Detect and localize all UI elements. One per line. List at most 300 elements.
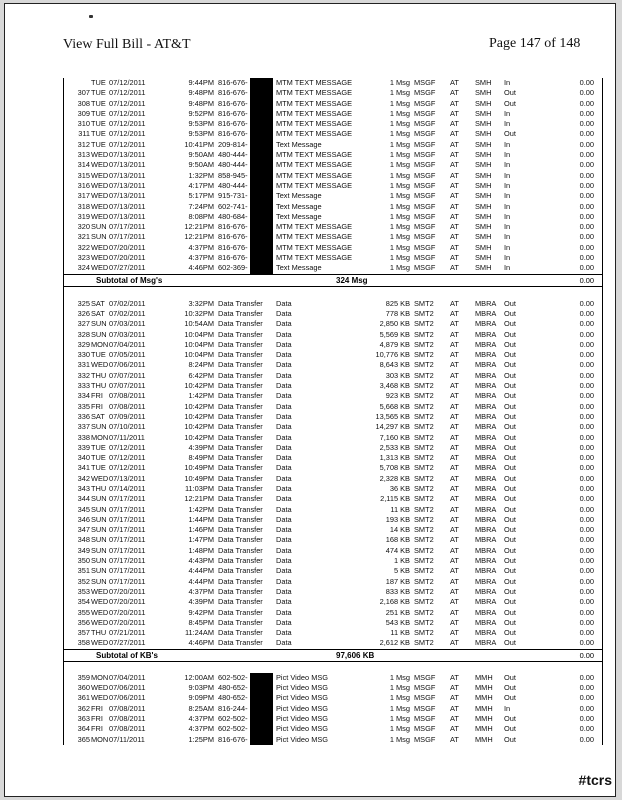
row-usage-code: MBRA xyxy=(475,535,497,545)
row-number-called: 816-676- xyxy=(218,119,248,129)
row-day: SUN xyxy=(91,566,107,576)
redaction-bar xyxy=(250,202,273,212)
row-rate-code: SMT2 xyxy=(414,360,434,370)
row-number: 315 xyxy=(77,170,90,180)
row-network: AT xyxy=(450,525,459,535)
row-time: 10:49PM xyxy=(184,473,214,483)
row-date: 07/17/2011 xyxy=(109,545,146,555)
row-usage-code: MBRA xyxy=(475,308,497,318)
row-feature: MTM TEXT MESSAGE xyxy=(276,78,353,87)
table-row xyxy=(64,360,602,370)
table-row xyxy=(64,222,602,232)
row-usage-code: MMH xyxy=(475,672,493,682)
row-number: 357 xyxy=(77,628,90,638)
row-feature: Pict Video MSG xyxy=(276,683,329,693)
row-direction: Out xyxy=(504,545,516,555)
row-date: 07/20/2011 xyxy=(109,607,146,617)
row-rate-code: SMT2 xyxy=(414,432,434,442)
bill-page xyxy=(4,3,616,797)
redaction-bar xyxy=(250,724,273,734)
table-row xyxy=(64,628,602,638)
row-direction: In xyxy=(504,160,511,170)
row-time: 12:21PM xyxy=(184,494,214,504)
row-quantity: 168 KB xyxy=(385,535,410,545)
row-day: WED xyxy=(91,263,109,273)
row-rate-code: SMT2 xyxy=(414,391,434,401)
redaction-bar xyxy=(250,693,273,703)
row-network: AT xyxy=(450,514,459,524)
row-date: 07/13/2011 xyxy=(109,170,146,180)
row-day: WED xyxy=(91,638,109,648)
row-date: 07/20/2011 xyxy=(109,253,146,263)
row-day: SUN xyxy=(91,232,107,242)
row-amount: 0.00 xyxy=(579,201,594,211)
row-quantity: 1 Msg xyxy=(389,129,410,139)
row-date: 07/14/2011 xyxy=(109,483,146,493)
row-network: AT xyxy=(450,319,459,329)
row-rate-code: SMT2 xyxy=(414,628,434,638)
row-type: Data Transfer xyxy=(218,308,263,318)
row-rate-code: MSGF xyxy=(414,201,436,211)
row-date: 07/17/2011 xyxy=(109,576,146,586)
row-type: Data Transfer xyxy=(218,566,263,576)
row-direction: In xyxy=(504,191,511,201)
row-rate-code: MSGF xyxy=(414,672,436,682)
row-feature: MTM TEXT MESSAGE xyxy=(276,242,353,252)
row-day: WED xyxy=(91,160,109,170)
row-number-called: 816-676- xyxy=(218,222,248,232)
row-number-called: 602-502- xyxy=(218,724,248,734)
table-row xyxy=(64,704,602,714)
row-direction: Out xyxy=(504,360,516,370)
row-date: 07/09/2011 xyxy=(109,411,146,421)
row-rate-code: SMT2 xyxy=(414,514,434,524)
row-network: AT xyxy=(450,381,459,391)
row-network: AT xyxy=(450,370,459,380)
table-row xyxy=(64,618,602,628)
row-amount: 0.00 xyxy=(579,191,594,201)
table-row xyxy=(64,515,602,525)
row-direction: In xyxy=(504,263,511,273)
row-date: 07/13/2011 xyxy=(109,191,146,201)
row-usage-code: MBRA xyxy=(475,638,497,648)
row-time: 4:17PM xyxy=(188,180,214,190)
row-description: Data xyxy=(276,360,292,370)
table-row xyxy=(64,299,602,309)
row-time: 11:24AM xyxy=(184,628,214,638)
row-description: Data xyxy=(276,401,292,411)
row-day: SUN xyxy=(91,504,107,514)
row-date: 07/08/2011 xyxy=(109,401,146,411)
row-quantity: 2,168 KB xyxy=(379,597,410,607)
row-date: 07/12/2011 xyxy=(109,453,146,463)
row-network: AT xyxy=(450,180,459,190)
row-quantity: 825 KB xyxy=(385,298,410,308)
row-usage-code: MBRA xyxy=(475,411,497,421)
row-direction: In xyxy=(504,78,511,87)
row-amount: 0.00 xyxy=(579,494,594,504)
row-type: Data Transfer xyxy=(218,638,263,648)
row-number: 356 xyxy=(77,617,90,627)
row-date: 07/11/2011 xyxy=(109,432,145,442)
row-type: Data Transfer xyxy=(218,350,263,360)
table-row xyxy=(64,484,602,494)
row-type: Data Transfer xyxy=(218,504,263,514)
row-quantity: 13,565 KB xyxy=(375,411,410,421)
table-row xyxy=(64,474,602,484)
row-number: 307 xyxy=(77,88,90,98)
row-time: 1:44PM xyxy=(188,514,214,524)
row-network: AT xyxy=(450,586,459,596)
row-time: 4:44PM xyxy=(188,566,214,576)
row-day: THU xyxy=(91,381,107,391)
row-day: FRI xyxy=(91,713,103,723)
row-direction: In xyxy=(504,703,511,713)
page-title: View Full Bill - AT&T xyxy=(63,37,191,52)
row-rate-code: SMT2 xyxy=(414,504,434,514)
row-amount: 0.00 xyxy=(579,607,594,617)
subtotal-msgs-amount: 0.00 xyxy=(579,275,594,285)
row-network: AT xyxy=(450,242,459,252)
row-time: 10:42PM xyxy=(184,432,214,442)
table-row xyxy=(64,78,602,88)
row-rate-code: MSGF xyxy=(414,211,436,221)
row-number: 323 xyxy=(77,253,90,263)
row-date: 07/02/2011 xyxy=(109,308,146,318)
row-time: 1:46PM xyxy=(188,525,214,535)
row-direction: Out xyxy=(504,453,516,463)
row-quantity: 5,708 KB xyxy=(379,463,410,473)
row-network: AT xyxy=(450,473,459,483)
row-type: Data Transfer xyxy=(218,370,263,380)
table-row xyxy=(64,463,602,473)
row-feature: Pict Video MSG xyxy=(276,693,329,703)
row-rate-code: SMT2 xyxy=(414,308,434,318)
row-number-called: 816-676- xyxy=(218,98,248,108)
row-direction: Out xyxy=(504,319,516,329)
row-description: Data xyxy=(276,442,292,452)
row-day: TUE xyxy=(91,453,106,463)
row-amount: 0.00 xyxy=(579,232,594,242)
row-quantity: 14,297 KB xyxy=(375,422,410,432)
table-row xyxy=(64,340,602,350)
row-day: MON xyxy=(91,734,109,744)
row-quantity: 2,533 KB xyxy=(379,442,410,452)
row-amount: 0.00 xyxy=(579,442,594,452)
row-network: AT xyxy=(450,463,459,473)
row-usage-code: SMH xyxy=(475,160,492,170)
row-day: SUN xyxy=(91,319,107,329)
row-direction: In xyxy=(504,201,511,211)
messages-section xyxy=(64,78,602,274)
watermark-tag: #tcrs xyxy=(578,772,612,788)
row-network: AT xyxy=(450,108,459,118)
redaction-bar xyxy=(250,714,273,724)
row-network: AT xyxy=(450,139,459,149)
row-day: TUE xyxy=(91,442,106,452)
table-row xyxy=(64,577,602,587)
row-number-called: 209-814- xyxy=(218,139,248,149)
row-quantity: 1 Msg xyxy=(389,119,410,129)
table-row xyxy=(64,587,602,597)
row-quantity: 187 KB xyxy=(385,576,410,586)
row-number: 364 xyxy=(77,724,90,734)
row-day: SUN xyxy=(91,545,107,555)
row-rate-code: MSGF xyxy=(414,78,436,87)
row-time: 4:44PM xyxy=(188,576,214,586)
row-number: 318 xyxy=(77,201,90,211)
row-type: Data Transfer xyxy=(218,576,263,586)
row-network: AT xyxy=(450,597,459,607)
row-network: AT xyxy=(450,703,459,713)
table-row xyxy=(64,319,602,329)
row-description: Data xyxy=(276,586,292,596)
table-row xyxy=(64,191,602,201)
row-usage-code: MBRA xyxy=(475,463,497,473)
row-network: AT xyxy=(450,453,459,463)
row-number: 342 xyxy=(77,473,90,483)
row-date: 07/17/2011 xyxy=(109,232,146,242)
row-quantity: 3,468 KB xyxy=(379,381,410,391)
row-usage-code: MBRA xyxy=(475,298,497,308)
row-network: AT xyxy=(450,150,459,160)
row-number: 347 xyxy=(77,525,90,535)
row-direction: Out xyxy=(504,329,516,339)
row-day: WED xyxy=(91,693,109,703)
row-amount: 0.00 xyxy=(579,180,594,190)
row-rate-code: SMT2 xyxy=(414,607,434,617)
row-quantity: 1 Msg xyxy=(389,222,410,232)
row-usage-code: SMH xyxy=(475,108,492,118)
row-rate-code: MSGF xyxy=(414,242,436,252)
row-date: 07/13/2011 xyxy=(109,180,146,190)
table-row xyxy=(64,422,602,432)
row-time: 9:44PM xyxy=(188,78,214,87)
row-description: Data xyxy=(276,576,292,586)
row-feature: MTM TEXT MESSAGE xyxy=(276,232,353,242)
row-day: SUN xyxy=(91,494,107,504)
row-direction: In xyxy=(504,253,511,263)
row-quantity: 1 Msg xyxy=(389,693,410,703)
row-usage-code: MBRA xyxy=(475,442,497,452)
row-time: 9:48PM xyxy=(188,98,214,108)
row-quantity: 1 Msg xyxy=(389,672,410,682)
row-date: 07/12/2011 xyxy=(109,78,146,87)
row-amount: 0.00 xyxy=(579,586,594,596)
row-number-called: 816-244- xyxy=(218,703,248,713)
row-type: Data Transfer xyxy=(218,360,263,370)
row-day: WED xyxy=(91,683,109,693)
row-amount: 0.00 xyxy=(579,545,594,555)
row-feature: MTM TEXT MESSAGE xyxy=(276,108,353,118)
row-date: 07/17/2011 xyxy=(109,494,146,504)
row-quantity: 1 KB xyxy=(393,556,410,566)
redaction-bar xyxy=(250,243,273,253)
row-description: Data xyxy=(276,298,292,308)
scan-mark xyxy=(89,15,93,18)
row-network: AT xyxy=(450,232,459,242)
row-quantity: 1 Msg xyxy=(389,724,410,734)
row-rate-code: SMT2 xyxy=(414,545,434,555)
row-usage-code: SMH xyxy=(475,78,492,87)
row-quantity: 1 Msg xyxy=(389,201,410,211)
redaction-bar xyxy=(250,119,273,129)
row-direction: Out xyxy=(504,350,516,360)
row-network: AT xyxy=(450,350,459,360)
row-type: Data Transfer xyxy=(218,391,263,401)
row-description: Data xyxy=(276,638,292,648)
row-description: Data xyxy=(276,370,292,380)
row-number: 353 xyxy=(77,586,90,596)
row-usage-code: MBRA xyxy=(475,566,497,576)
row-network: AT xyxy=(450,263,459,273)
row-direction: Out xyxy=(504,463,516,473)
row-type: Data Transfer xyxy=(218,597,263,607)
row-amount: 0.00 xyxy=(579,329,594,339)
row-amount: 0.00 xyxy=(579,628,594,638)
row-day: TUE xyxy=(91,139,106,149)
row-date: 07/12/2011 xyxy=(109,98,146,108)
row-day: THU xyxy=(91,370,107,380)
row-network: AT xyxy=(450,201,459,211)
row-quantity: 2,850 KB xyxy=(379,319,410,329)
row-quantity: 10,776 KB xyxy=(375,350,410,360)
row-network: AT xyxy=(450,638,459,648)
row-usage-code: MBRA xyxy=(475,381,497,391)
row-direction: Out xyxy=(504,473,516,483)
row-amount: 0.00 xyxy=(579,556,594,566)
row-rate-code: SMT2 xyxy=(414,535,434,545)
row-number: 359 xyxy=(77,672,90,682)
row-usage-code: SMH xyxy=(475,211,492,221)
row-number: 324 xyxy=(77,263,90,273)
row-description: Data xyxy=(276,411,292,421)
row-time: 3:32PM xyxy=(188,298,214,308)
redaction-bar xyxy=(250,673,273,683)
table-row xyxy=(64,453,602,463)
row-type: Data Transfer xyxy=(218,556,263,566)
row-type: Data Transfer xyxy=(218,535,263,545)
row-usage-code: SMH xyxy=(475,129,492,139)
row-description: Data xyxy=(276,545,292,555)
row-network: AT xyxy=(450,734,459,744)
row-number-called: 816-676- xyxy=(218,88,248,98)
row-network: AT xyxy=(450,253,459,263)
row-date: 07/13/2011 xyxy=(109,150,146,160)
row-number: 313 xyxy=(77,150,90,160)
table-row xyxy=(64,714,602,724)
row-feature: Text Message xyxy=(276,139,322,149)
table-row xyxy=(64,735,602,745)
row-day: THU xyxy=(91,628,107,638)
row-description: Data xyxy=(276,504,292,514)
subtotal-msgs-label: Subtotal of Msg's xyxy=(96,275,163,285)
row-time: 8:08PM xyxy=(188,211,214,221)
row-day: SUN xyxy=(91,514,107,524)
row-time: 4:39PM xyxy=(188,597,214,607)
row-amount: 0.00 xyxy=(579,463,594,473)
row-number-called: 480-652- xyxy=(218,683,248,693)
row-number: 343 xyxy=(77,483,90,493)
row-amount: 0.00 xyxy=(579,150,594,160)
row-network: AT xyxy=(450,617,459,627)
row-network: AT xyxy=(450,494,459,504)
row-amount: 0.00 xyxy=(579,683,594,693)
row-quantity: 1 Msg xyxy=(389,108,410,118)
row-quantity: 923 KB xyxy=(385,391,410,401)
row-number: 355 xyxy=(77,607,90,617)
row-usage-code: MBRA xyxy=(475,432,497,442)
row-usage-code: MBRA xyxy=(475,525,497,535)
row-date: 07/02/2011 xyxy=(109,298,146,308)
row-type: Data Transfer xyxy=(218,473,263,483)
row-usage-code: MBRA xyxy=(475,319,497,329)
row-day: FRI xyxy=(91,703,103,713)
row-time: 11:03PM xyxy=(184,483,214,493)
row-usage-code: SMH xyxy=(475,180,492,190)
row-feature: Pict Video MSG xyxy=(276,734,329,744)
redaction-bar xyxy=(250,263,273,273)
row-direction: Out xyxy=(504,556,516,566)
row-date: 07/13/2011 xyxy=(109,211,146,221)
row-date: 07/06/2011 xyxy=(109,683,146,693)
row-direction: In xyxy=(504,211,511,221)
row-number: 308 xyxy=(77,98,90,108)
row-day: TUE xyxy=(91,78,106,87)
row-number: 363 xyxy=(77,713,90,723)
row-quantity: 5 KB xyxy=(393,566,410,576)
table-row xyxy=(64,402,602,412)
row-direction: Out xyxy=(504,734,516,744)
row-time: 1:32PM xyxy=(188,170,214,180)
row-description: Data xyxy=(276,308,292,318)
row-number: 320 xyxy=(77,222,90,232)
row-day: SAT xyxy=(91,411,105,421)
row-quantity: 1 Msg xyxy=(389,263,410,273)
row-rate-code: MSGF xyxy=(414,160,436,170)
table-row xyxy=(64,381,602,391)
row-network: AT xyxy=(450,129,459,139)
row-rate-code: SMT2 xyxy=(414,617,434,627)
row-time: 4:37PM xyxy=(188,724,214,734)
row-feature: MTM TEXT MESSAGE xyxy=(276,253,353,263)
row-number: 346 xyxy=(77,514,90,524)
row-feature: MTM TEXT MESSAGE xyxy=(276,170,353,180)
row-quantity: 1,313 KB xyxy=(379,453,410,463)
row-description: Data xyxy=(276,597,292,607)
row-usage-code: MBRA xyxy=(475,391,497,401)
table-row xyxy=(64,309,602,319)
row-day: WED xyxy=(91,473,109,483)
row-amount: 0.00 xyxy=(579,319,594,329)
row-direction: Out xyxy=(504,411,516,421)
row-rate-code: SMT2 xyxy=(414,381,434,391)
row-time: 9:09PM xyxy=(188,693,214,703)
row-network: AT xyxy=(450,607,459,617)
row-description: Data xyxy=(276,381,292,391)
row-type: Data Transfer xyxy=(218,525,263,535)
row-network: AT xyxy=(450,628,459,638)
redaction-bar xyxy=(250,109,273,119)
row-description: Data xyxy=(276,525,292,535)
row-usage-code: MMH xyxy=(475,693,493,703)
row-feature: Text Message xyxy=(276,191,322,201)
table-row xyxy=(64,535,602,545)
row-type: Data Transfer xyxy=(218,483,263,493)
row-amount: 0.00 xyxy=(579,222,594,232)
row-amount: 0.00 xyxy=(579,370,594,380)
section-gap xyxy=(64,287,602,299)
